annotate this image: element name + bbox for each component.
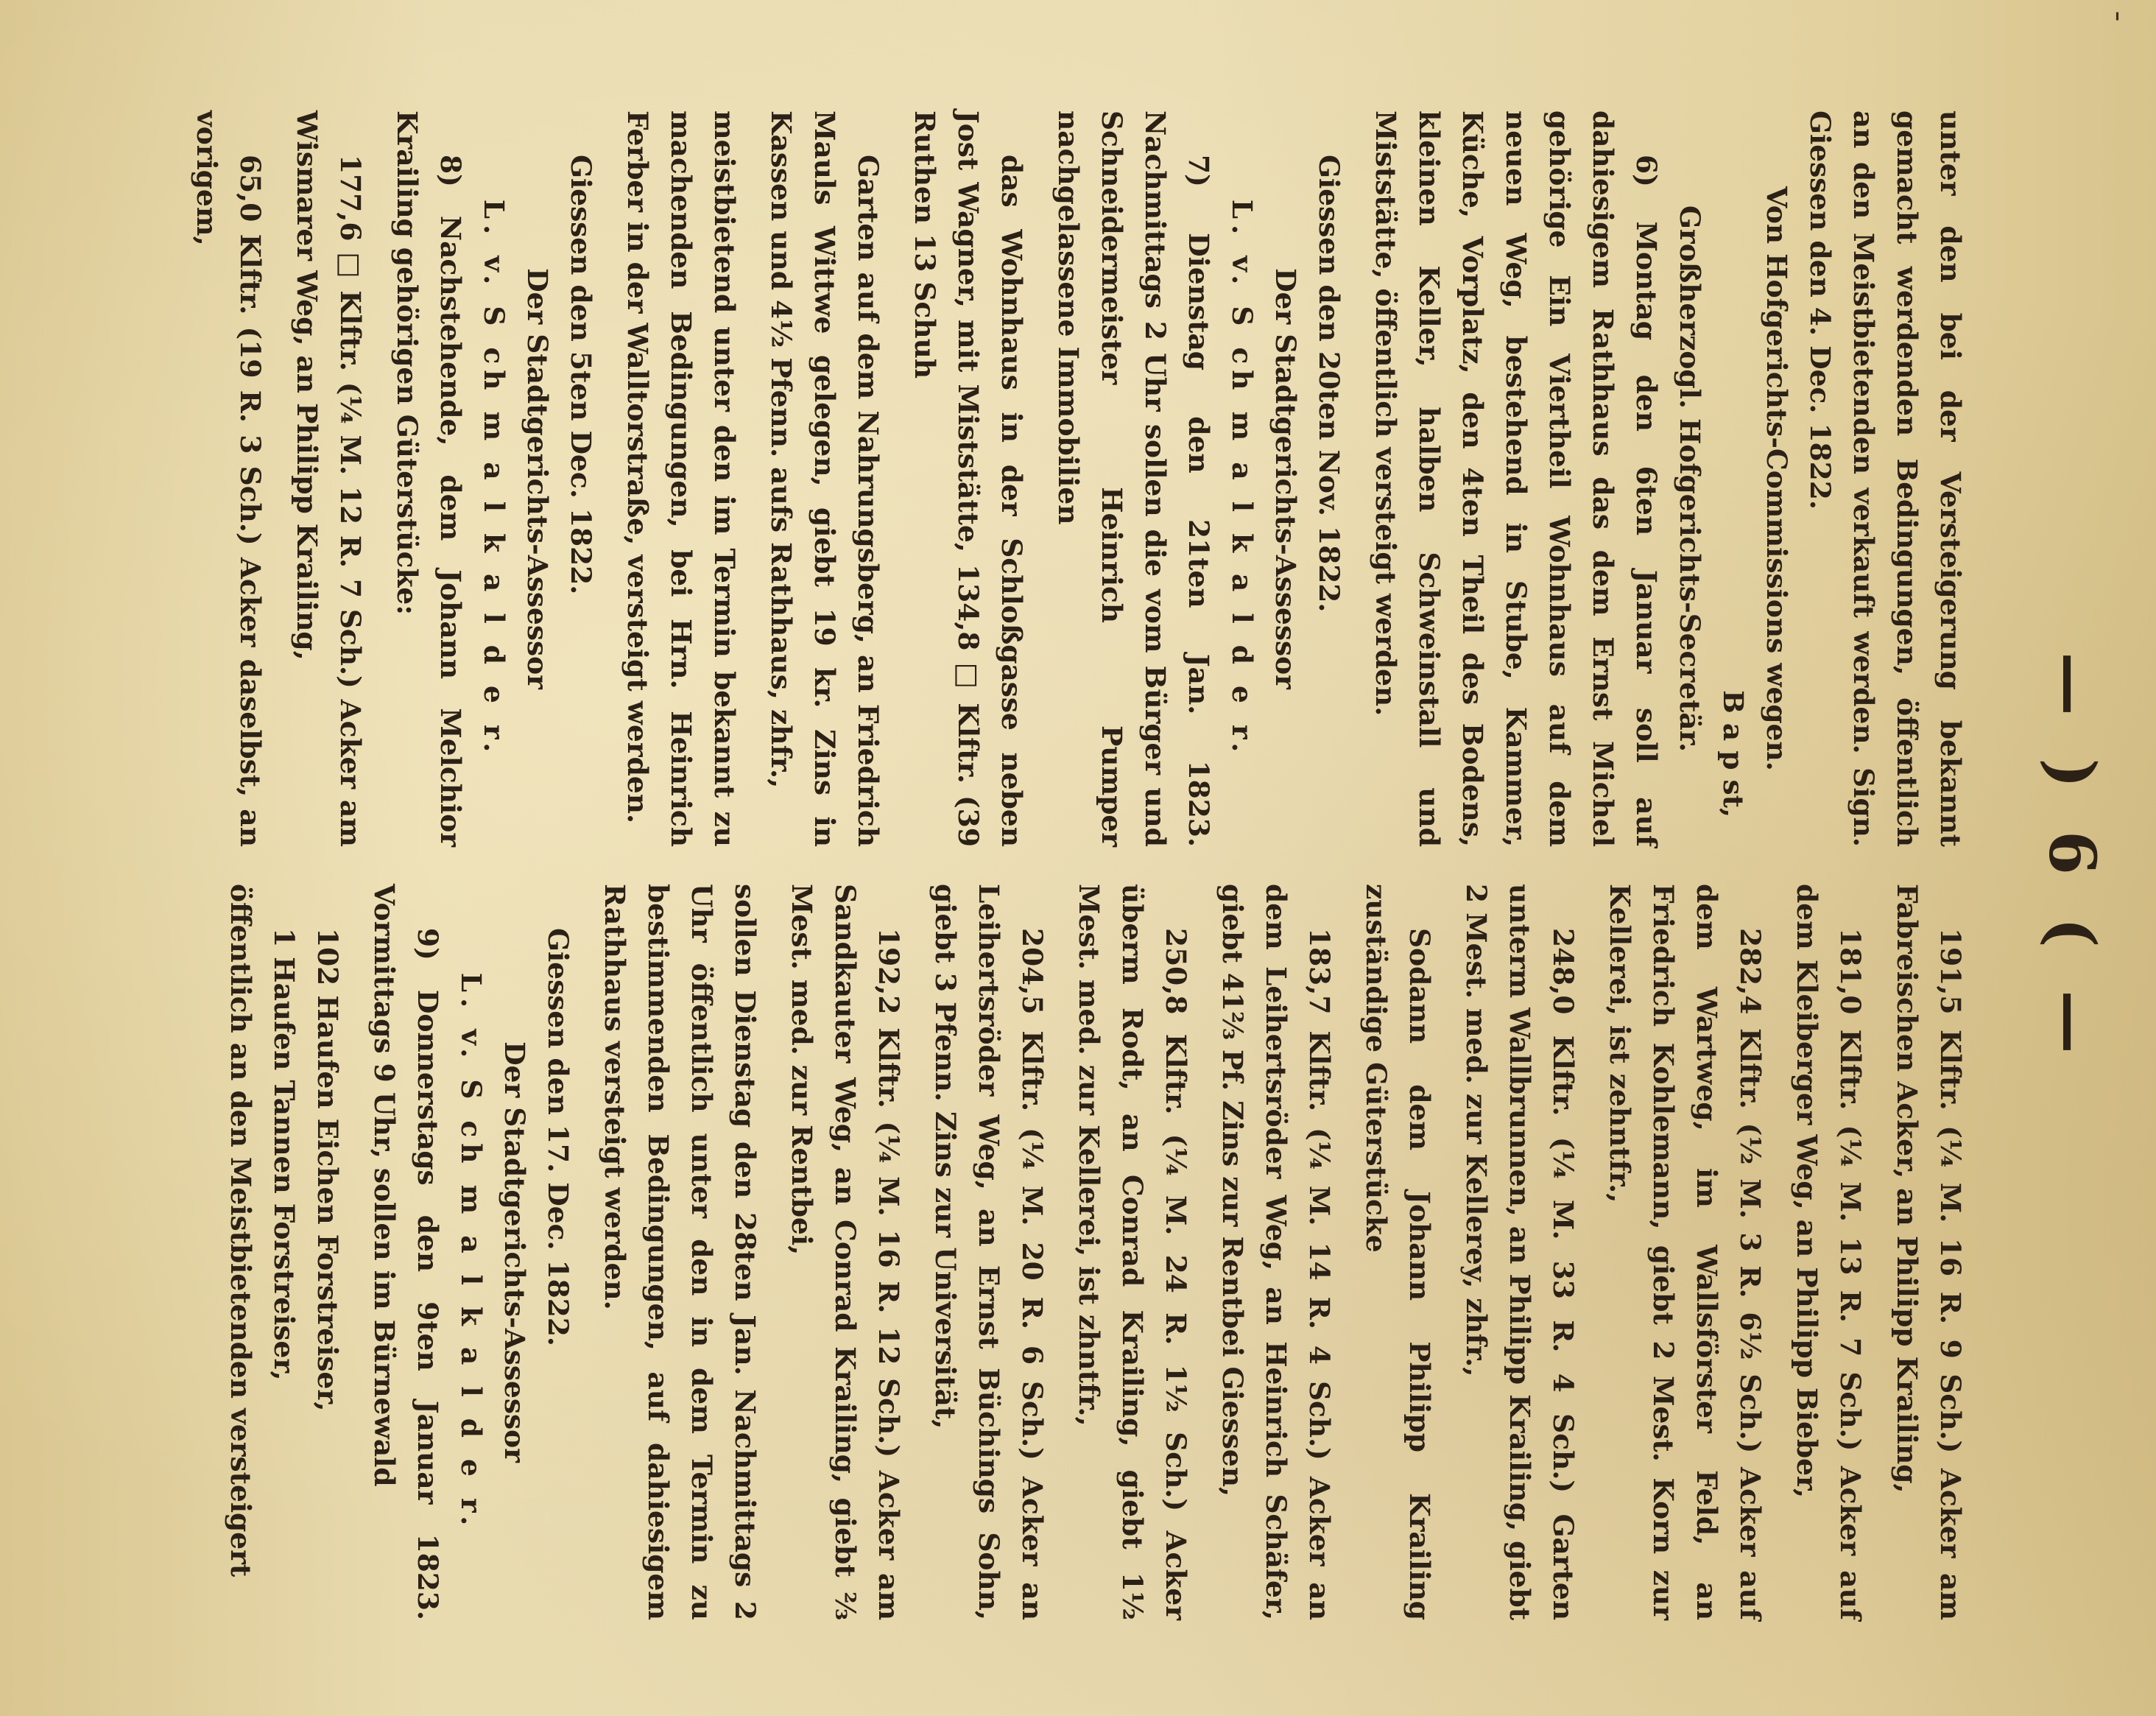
notice-8-item-2: 65,0 Klftr. (19 R. 3 Sch.) Acker daselbst, an vorigem,: [191, 110, 267, 847]
notice-7-house: das Wohnhaus in der Schloßgasse neben Jost Wagner, mit Miststätte, 134,8 □ Klftr. (39 Ruthen 13 Schuh: [909, 110, 1028, 847]
signature-title: Großherzogl. Hofgerichts-Secretär.: [1674, 205, 1706, 753]
right-column: [205, 884, 1972, 1620]
signature-office: Von Hofgerichts-Commissions wegen.: [1761, 186, 1793, 771]
parcel-1: 191,5 Klftr. (¼ M. 16 R. 9 Sch.) Acker am Fabreischen Acker, an Philipp Krailing,: [1891, 884, 1967, 1620]
parcel-6: 250,8 Klftr. (¼ M. 24 R. 1½ Sch.) Acker überm Rodt, an Conrad Krailing, giebt 1½ Mest. med. zur Kellerei, ist zhntfr.,: [1073, 884, 1192, 1620]
notice-7-terms: meistbietend unter den im Termin bekannt zu machenden Bedingungen, bei Hrn. Heinrich Ferber in der Walltorstraße, versteigt werden.: [621, 110, 741, 847]
parcel-7: 204,5 Klftr. (¼ M. 20 R. 6 Sch.) Acker an Leihertsröder Weg, an Ernst Büchings Sohn, giebt 3 Pfenn. Zins zur Universität,: [929, 884, 1049, 1620]
parcel-8: 192,2 Klftr. (¼ M. 16 R. 12 Sch.) Acker am Sandkauter Weg, an Conrad Krailing, giebt ⅔ Mest. med. zur Rentbei,: [786, 884, 905, 1620]
notice-6: 6) Montag den 6ten Januar soll auf dahiesigem Rathhaus das dem Ernst Michel gehörige Ein Viertheil Wohnhaus auf dem neuen Weg, bestehend in Stube, Kammer, Küche, Vorplatz, den 4ten Theil des Bodens, kleinen Keller, halben Schweinstall und Miststätte, öffentlich versteigt werden.: [1370, 110, 1663, 847]
parcel-4: 248,0 Klftr. (¼ M. 33 R. 4 Sch.) Garten unterm Wallbrunnen, an Philipp Krailing, giebt 2 Mest. med. zur Kellerey, zhfr.,: [1460, 884, 1579, 1621]
notice-9-item-1: 102 Haufen Eichen Forstreiser,: [311, 928, 344, 1412]
signature-name: B a p st,: [1717, 690, 1750, 817]
notice-9-intro: 9) Donnerstags den 9ten Januar 1823. Vormittags 9 Uhr, sollen im Bürnewald: [368, 884, 444, 1620]
notice-7-date: Giessen den 5ten Dec. 1822.: [565, 155, 597, 595]
parcel-5: 183,7 Klftr. (¼ M. 14 R. 4 Sch.) Acker an dem Leihertsröder Weg, an Heinrich Schäfer, giebt 41⅔ Pf. Zins zur Rentbei Giessen,: [1216, 884, 1336, 1620]
notice-7-court: Der Stadtgerichts-Assessor: [521, 268, 554, 689]
left-column: [172, 110, 1972, 847]
notice-8-item-1: 177,6 □ Klftr. (¼ M. 12 R. 7 Sch.) Acker am Wismarer Weg, an Philipp Krailing,: [291, 110, 367, 847]
page-number-header: — ) 6 ( —: [2035, 652, 2109, 1064]
notice-9-terms: öffentlich an den Meistbietenden versteigert: [225, 884, 257, 1578]
paragraph-continuation: unter den bei der Versteigerung bekannt gemacht werdenden Bedingungen, öffentlich an den Meistbietenden verkauft werden. Sign. Giessen den 4. Dec. 1822.: [1804, 110, 1967, 847]
notice-6-date: Giessen den 20ten Nov. 1822.: [1313, 155, 1345, 613]
parcel-2: 181,0 Klftr. (¼ M. 13 R. 7 Sch.) Acker auf dem Kleiberger Weg, an Philipp Bieber,: [1791, 884, 1867, 1620]
notice-8-court: Der Stadtgerichts-Assessor: [499, 1041, 531, 1463]
notice-8-signature: L. v. S ch m a l k a l d e r.: [455, 972, 487, 1532]
notice-8-intro: 8) Nachstehende, dem Johann Melchior Krailing gehörigen Güterstücke:: [391, 110, 467, 847]
notice-7-intro: 7) Dienstag den 21ten Jan. 1823. Nachmittags 2 Uhr sollen die vom Bürger und Schneidermeister Heinrich Pumper nachgelassene Immobilien: [1052, 110, 1215, 847]
corner-mark: ': [2113, 7, 2121, 41]
notice-6-signature: L. v. S ch m a l k a l d e r.: [1226, 199, 1258, 759]
notice-7-garden: Garten auf dem Nahrungsberg, an Friedrich Mauls Wittwe gelegen, giebt 19 kr. Zins in Kassen und 4½ Pfenn. aufs Rathhaus, zhfr.,: [765, 110, 884, 847]
notice-7-signature: L. v. S ch m a l k a l d e r.: [478, 199, 510, 759]
parcel-3: 282,4 Klftr. (½ M. 3 R. 6½ Sch.) Acker auf dem Wartweg, im Wallsförster Feld, an Friedrich Kohlemann, giebt 2 Mest. Korn zur Kellerei, ist zehntfr.,: [1604, 884, 1766, 1620]
parcel-intro-2: Sodann dem Johann Philipp Krailing zuständige Güterstücke: [1360, 884, 1436, 1620]
notice-6-court: Der Stadtgerichts-Assessor: [1269, 268, 1302, 689]
notice-8-terms: sollen Dienstag den 28ten Jan. Nachmittags 2 Uhr öffentlich unter den in dem Termin zu bestimmenden Bedingungen, auf dahiesigem Rathhaus versteigt werden.: [599, 884, 761, 1620]
notice-9-item-2: 1 Haufen Tannen Forstreiser,: [268, 928, 300, 1381]
notice-8-date: Giessen den 17. Dec. 1822.: [542, 928, 574, 1346]
